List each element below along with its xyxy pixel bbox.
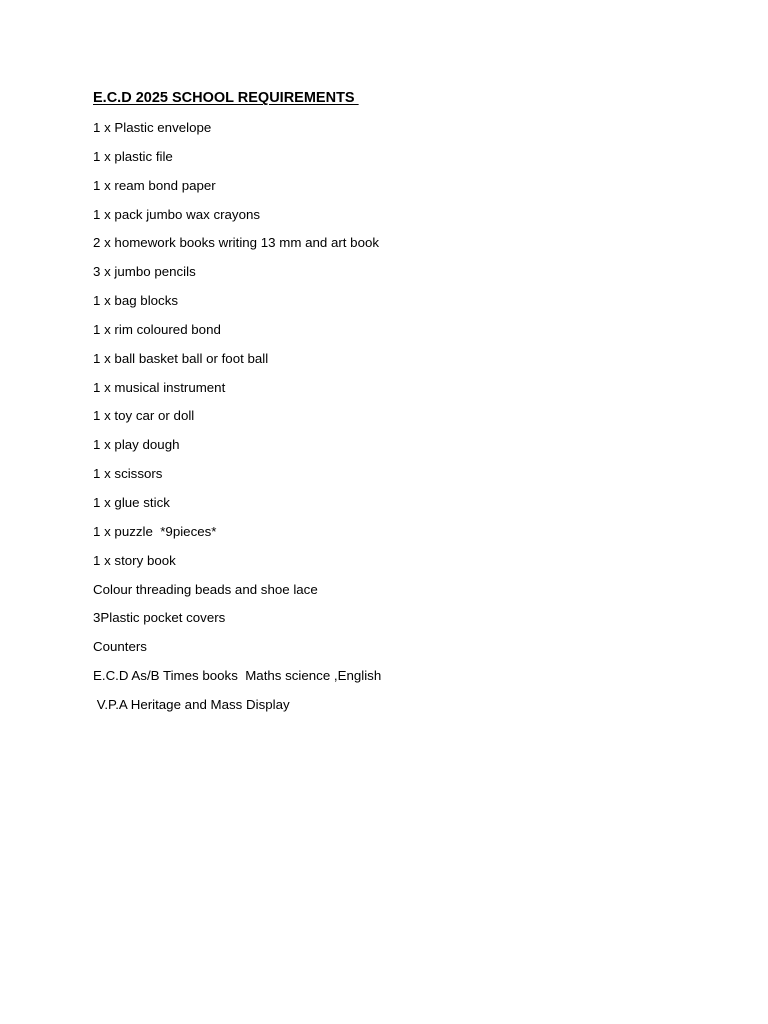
document-title: E.C.D 2025 SCHOOL REQUIREMENTS (93, 90, 359, 106)
list-item: 1 x story book (93, 552, 176, 568)
list-item: 1 x musical instrument (93, 379, 226, 395)
list-item: 1 x Plastic envelope (93, 120, 212, 135)
list-item: 1 x plastic file (93, 148, 173, 164)
list-item: 1 x play dough (93, 437, 180, 453)
list-item: 1 x puzzle *9pieces* (93, 523, 217, 539)
list-item: Counters (93, 639, 147, 655)
list-item: 1 x scissors (93, 466, 163, 482)
list-item: 1 x rim coloured bond (93, 321, 221, 337)
list-item: 1 x ream bond paper (93, 177, 216, 193)
list-item: 1 x bag blocks (93, 293, 179, 309)
list-item: 1 x pack jumbo wax crayons (93, 206, 261, 222)
list-item: E.C.D As/B Times books Maths science ,English (93, 668, 382, 684)
list-item: 2 x homework books writing 13 mm and art book (93, 235, 380, 251)
list-item: Colour threading beads and shoe lace (93, 581, 318, 597)
list-item: V.P.A Heritage and Mass Display (93, 696, 290, 712)
list-item: 1 x glue stick (93, 494, 170, 510)
list-item: 3 x jumbo pencils (93, 264, 196, 280)
list-item: 3Plastic pocket covers (93, 610, 226, 626)
requirements-list (93, 119, 381, 725)
list-item: 1 x toy car or doll (93, 408, 195, 424)
list-item: 1 x ball basket ball or foot ball (93, 350, 269, 366)
